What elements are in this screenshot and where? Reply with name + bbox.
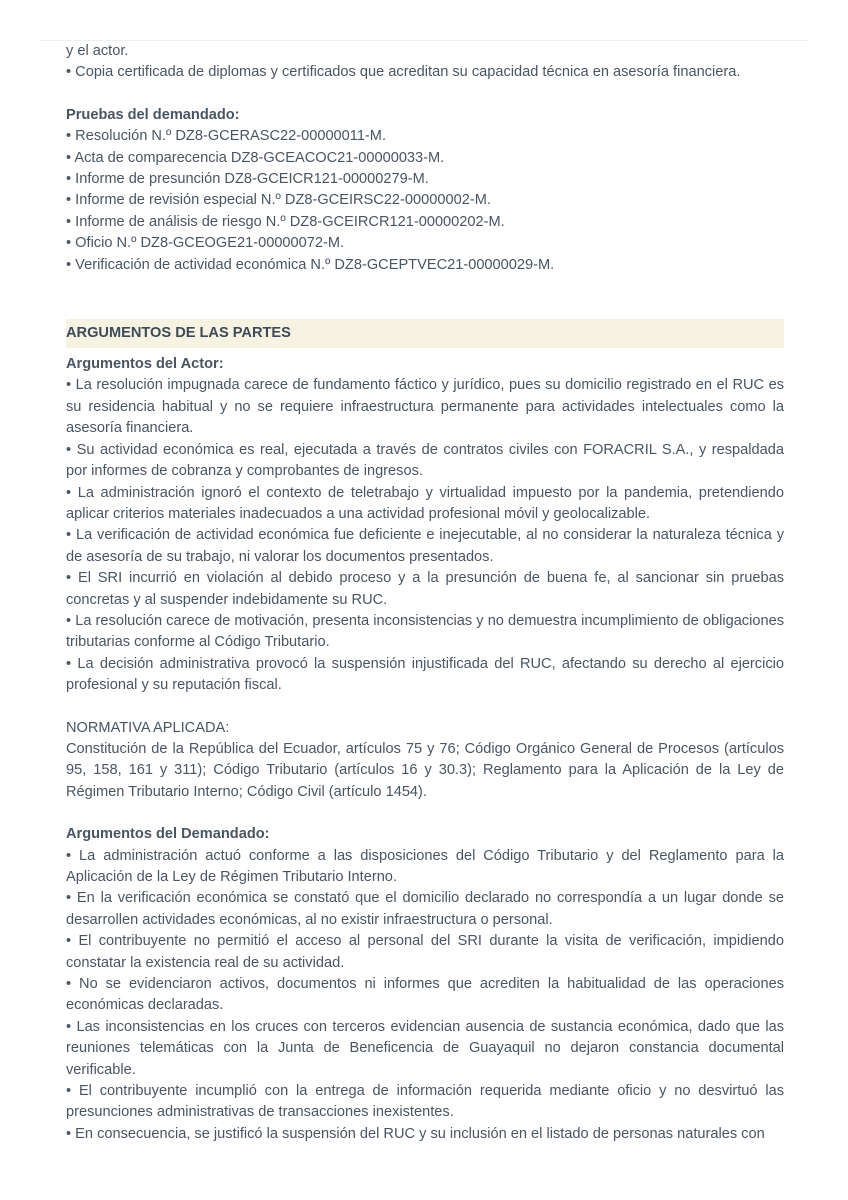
document-body: [66, 41, 784, 1145]
list-item: • La verificación de actividad económica fue deficiente e inejecutable, al no considerar la naturaleza técnica y de asesoría de su trabajo, ni valorar los documentos presentados.: [66, 527, 784, 565]
list-item: • No se evidenciaron activos, documentos ni informes que acrediten la habitualidad de las operaciones económicas declaradas.: [66, 976, 784, 1014]
list-item: • Verificación de actividad económica N.º DZ8-GCEPTVEC21-00000029-M.: [66, 256, 555, 273]
list-item: • Acta de comparecencia DZ8-GCEACOC21-00000033-M.: [66, 149, 445, 166]
list-item: • Informe de revisión especial N.º DZ8-GCEIRSC22-00000002-M.: [66, 192, 491, 209]
list-item: • Su actividad económica es real, ejecutada a través de contratos civiles con FORACRIL S.A., y respaldada por informes de cobranza y comprobantes de ingresos.: [66, 441, 784, 480]
normativa-heading: NORMATIVA APLICADA:: [66, 719, 230, 736]
list-item: • En la verificación económica se constató que el domicilio declarado no correspondía a un lugar donde se desarrollen actividades económicas, al no existir infraestructura o personal.: [66, 890, 784, 928]
list-item: • Las inconsistencias en los cruces con terceros evidencian ausencia de sustancia económica, dado que las reuniones telemáticas con la Junta de Beneficencia de Guayaquil no dejaron constancia documental verificable.: [66, 1018, 784, 1078]
list-item: • La resolución carece de motivación, presenta inconsistencias y no demuestra incumplimiento de obligaciones tributarias conforme al Código Tributario.: [66, 612, 784, 651]
list-item: • En consecuencia, se justificó la suspensión del RUC y su inclusión en el listado de personas naturales con: [66, 1125, 765, 1142]
continuation-line: y el actor.: [66, 43, 129, 59]
normativa-text: Constitución de la República del Ecuador, artículos 75 y 76; Código Orgánico General de Procesos (artículos 95, 158, 161 y 311); Código Tributario (artículos 16 y 30.3); Reglamento para la Aplicación de la Ley de Régimen Tributario Interno; Código Civil (artículo 1454).: [66, 740, 784, 800]
argumentos-actor-heading: Argumentos del Actor:: [66, 356, 224, 373]
section-title: ARGUMENTOS DE LAS PARTES: [66, 325, 291, 342]
list-item: • Resolución N.º DZ8-GCERASC22-00000011-M.: [66, 128, 387, 145]
section-title-band: [66, 319, 784, 348]
list-item: • Informe de análisis de riesgo N.º DZ8-GCEIRCR121-00000202-M.: [66, 213, 505, 230]
list-item: • La decisión administrativa provocó la suspensión injustificada del RUC, afectando su derecho al ejercicio profesional y su reputación fiscal.: [66, 655, 784, 694]
list-item: • El contribuyente no permitió el acceso al personal del SRI durante la visita de verificación, impidiendo constatar la existencia real de su actividad.: [66, 933, 784, 971]
list-item: • El SRI incurrió en violación al debido proceso y a la presunción de buena fe, al sancionar sin pruebas concretas y al suspender indebidamente su RUC.: [66, 570, 784, 608]
pruebas-demandado-heading: Pruebas del demandado:: [66, 106, 240, 123]
list-item: • La administración actuó conforme a las disposiciones del Código Tributario y del Reglamento para la Aplicación de la Ley de Régimen Tributario Interno.: [66, 847, 784, 885]
list-item: • La resolución impugnada carece de fundamento fáctico y jurídico, pues su domicilio registrado en el RUC es su residencia habitual y no se requiere infraestructura permanente para actividades intelectuales como la asesoría financiera.: [66, 377, 784, 437]
list-item: • Informe de presunción DZ8-GCEICR121-00000279-M.: [66, 171, 429, 188]
continuation-line: • Copia certificada de diplomas y certificados que acreditan su capacidad técnica en asesoría financiera.: [66, 64, 741, 81]
list-item: • La administración ignoró el contexto de teletrabajo y virtualidad impuesto por la pandemia, pretendiendo aplicar criterios materiales inadecuados a una actividad profesional móvil y geolocalizable.: [66, 484, 784, 522]
list-item: • El contribuyente incumplió con la entrega de información requerida mediante oficio y no desvirtuó las presunciones administrativas de transacciones inexistentes.: [66, 1083, 784, 1121]
argumentos-demandado-heading: Argumentos del Demandado:: [66, 826, 270, 843]
list-item: • Oficio N.º DZ8-GCEOGE21-00000072-M.: [66, 235, 345, 252]
